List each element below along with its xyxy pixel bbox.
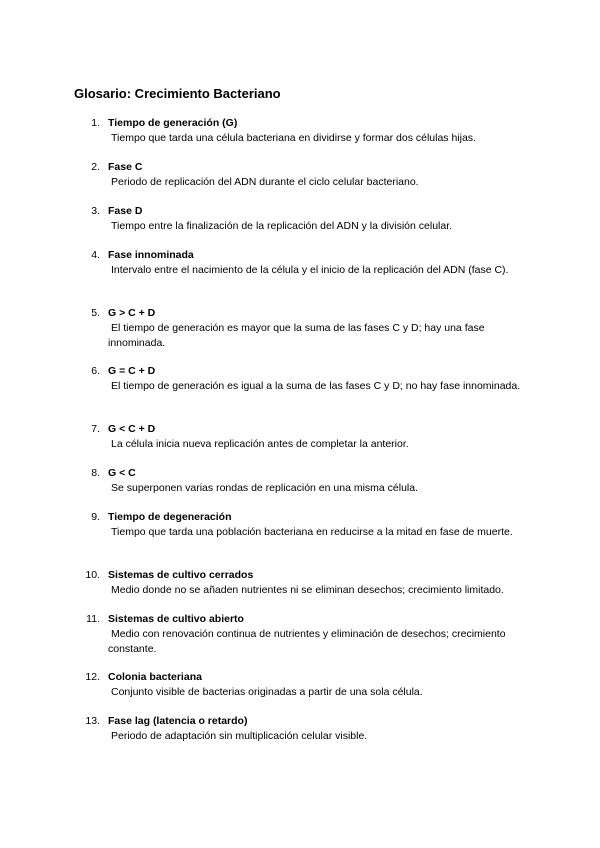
entry-definition: Tiempo que tarda una célula bacteriana en dividirse y formar dos células hijas. xyxy=(111,132,476,144)
entry-definition: Conjunto visible de bacterias originadas a partir de una sola célula. xyxy=(111,686,423,698)
entry-term: Fase D xyxy=(108,205,143,217)
entry-number: 8. xyxy=(91,467,100,479)
entry-number: 6. xyxy=(91,365,100,377)
entry-term: Sistemas de cultivo cerrados xyxy=(108,569,254,581)
entry-number: 3. xyxy=(91,205,100,217)
document-title: Glosario: Crecimiento Bacteriano xyxy=(74,86,281,101)
entry-term: G = C + D xyxy=(108,365,156,377)
entry-number: 9. xyxy=(91,511,100,523)
entry-term: Colonia bacteriana xyxy=(108,671,202,683)
entry-number: 4. xyxy=(91,249,100,261)
entry-term: Tiempo de generación (G) xyxy=(108,117,238,129)
entry-number: 10. xyxy=(85,569,100,581)
entry-definition: Tiempo entre la finalización de la replicación del ADN y la división celular. xyxy=(111,220,453,232)
entry-number: 2. xyxy=(91,161,100,173)
entry-definition: Se superponen varias rondas de replicación en una misma célula. xyxy=(111,482,419,494)
entry-definition: El tiempo de generación es mayor que la suma de las fases C y D; hay una fase innominada. xyxy=(108,322,485,349)
entry-definition: Medio donde no se añaden nutrientes ni se eliminan desechos; crecimiento limitado. xyxy=(111,584,504,596)
entry-definition: Periodo de replicación del ADN durante el ciclo celular bacteriano. xyxy=(111,176,419,188)
entry-number: 7. xyxy=(91,423,100,435)
entry-number: 5. xyxy=(91,307,100,319)
entry-term: Fase innominada xyxy=(108,249,194,261)
entry-number: 13. xyxy=(85,715,100,727)
entry-term: G < C + D xyxy=(108,423,156,435)
entry-definition: Periodo de adaptación sin multiplicación celular visible. xyxy=(111,730,368,742)
entry-term: Fase C xyxy=(108,161,143,173)
entry-term: G > C + D xyxy=(108,307,156,319)
entry-term: Fase lag (latencia o retardo) xyxy=(108,715,248,727)
entry-definition: Medio con renovación continua de nutrientes y eliminación de desechos; crecimiento constante. xyxy=(108,628,506,655)
entry-term: G < C xyxy=(108,467,136,479)
entry-number: 11. xyxy=(86,613,100,625)
entry-definition: El tiempo de generación es igual a la suma de las fases C y D; no hay fase innominada. xyxy=(111,380,521,392)
entry-definition: Tiempo que tarda una población bacteriana en reducirse a la mitad en fase de muerte. xyxy=(111,526,513,538)
entry-term: Sistemas de cultivo abierto xyxy=(108,613,244,625)
entry-definition: La célula inicia nueva replicación antes de completar la anterior. xyxy=(111,438,409,450)
entry-number: 12. xyxy=(85,671,100,683)
entry-definition: Intervalo entre el nacimiento de la célula y el inicio de la replicación del ADN (fase C). xyxy=(111,264,509,276)
entry-term: Tiempo de degeneración xyxy=(108,511,232,523)
entry-number: 1. xyxy=(91,117,100,129)
